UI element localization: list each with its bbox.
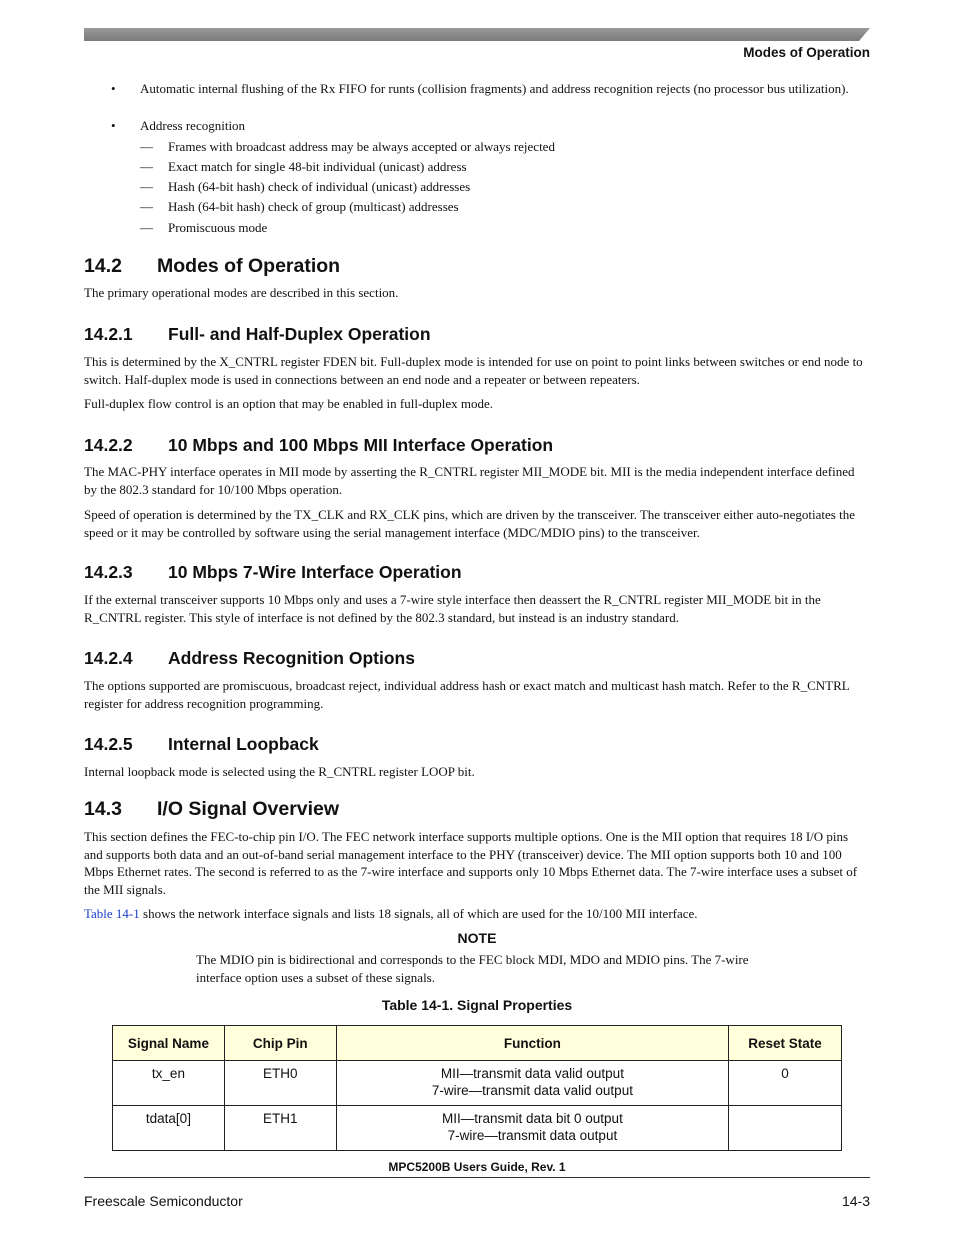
dash-mark: — (140, 199, 153, 214)
dash-mark: — (140, 159, 153, 174)
function-line: MII—transmit data bit 0 output (441, 1111, 623, 1126)
running-head: Modes of Operation (743, 45, 870, 60)
column-header: Reset State (729, 1026, 842, 1061)
function-cell (336, 1061, 728, 1106)
chip-pin-cell: ETH1 (224, 1106, 336, 1151)
sub-bullet-text: Exact match for single 48-bit individual (unicast) address (168, 159, 467, 174)
reset-state-cell: 0 (729, 1061, 842, 1106)
paragraph: The primary operational modes are described in this section. (84, 285, 399, 300)
section-title: Internal Loopback (168, 734, 319, 754)
header-decorative-bar (84, 28, 870, 41)
paragraph: Speed of operation is determined by the TX_CLK and RX_CLK pins, which are driven by the transceiver. The transceiver either auto-negotiates the speed or it may be controlled by software using the serial management interface (MDC/MDIO pins) to the transceiver. (84, 507, 855, 540)
paragraph: Internal loopback mode is selected using the R_CNTRL register LOOP bit. (84, 764, 475, 779)
sub-bullet-text: Promiscuous mode (168, 220, 268, 235)
section-number: 14.2 (84, 255, 122, 277)
signal-name-cell: tx_en (113, 1061, 225, 1106)
table-header-row (113, 1026, 842, 1061)
document-title: MPC5200B Users Guide, Rev. 1 (388, 1160, 566, 1174)
section-number: 14.3 (84, 798, 122, 820)
chip-pin-cell: ETH0 (224, 1061, 336, 1106)
paragraph: If the external transceiver supports 10 Mbps only and uses a 7-wire style interface then deassert the R_CNTRL register MII_MODE bit in the R_CNTRL register. This style of interface is not defined by the 802.3 standard, but instead is an industry standard. (84, 592, 821, 625)
function-cell (336, 1106, 728, 1151)
section-title: 10 Mbps and 100 Mbps MII Interface Operation (168, 435, 554, 455)
paragraph-text: shows the network interface signals and lists 18 signals, all of which are used for the 10/100 MII interface. (139, 906, 698, 921)
table-row (113, 1061, 842, 1106)
company-name: Freescale Semiconductor (84, 1193, 243, 1209)
section-title: Full- and Half-Duplex Operation (168, 324, 431, 344)
page-number: 14-3 (841, 1193, 870, 1209)
paragraph: The MAC-PHY interface operates in MII mode by asserting the R_CNTRL register MII_MODE bit. MII is the media independent interface defined by the 802.3 standard for 10/100 Mbps operation. (84, 464, 855, 497)
reset-state-cell (729, 1106, 842, 1151)
section-number: 14.2.1 (84, 324, 133, 344)
footer-divider (84, 1177, 870, 1178)
paragraph: The options supported are promiscuous, broadcast reject, individual address hash or exact match and multicast hash match. Refer to the R_CNTRL register for address recognition programming. (84, 678, 850, 711)
note-text: The MDIO pin is bidirectional and corresponds to the FEC block MDI, MDO and MDIO pins. The 7-wire interface option uses a subset of these signals. (196, 952, 749, 985)
table-row (113, 1106, 842, 1151)
sub-bullet-text: Hash (64-bit hash) check of individual (unicast) addresses (168, 179, 471, 194)
function-line: MII—transmit data valid output (440, 1066, 624, 1081)
paragraph: This is determined by the X_CNTRL register FDEN bit. Full-duplex mode is intended for use on point to point links between switches or end node to switch. Half-duplex mode is used in connections between an end node and a repeater or between repeaters. (84, 354, 863, 387)
sub-bullet-text: Frames with broadcast address may be always accepted or always rejected (168, 139, 555, 154)
dash-mark: — (140, 139, 153, 154)
column-header: Signal Name (113, 1026, 225, 1061)
section-title: 10 Mbps 7-Wire Interface Operation (168, 562, 462, 582)
sub-bullet-text: Hash (64-bit hash) check of group (multicast) addresses (168, 199, 459, 214)
bullet-text: Address recognition (140, 118, 246, 133)
section-number: 14.2.3 (84, 562, 133, 582)
paragraph (84, 905, 870, 923)
section-title: I/O Signal Overview (157, 798, 340, 820)
signal-name-cell: tdata[0] (113, 1106, 225, 1151)
bullet-mark: • (111, 118, 116, 133)
function-line: 7-wire—transmit data valid output (431, 1083, 633, 1098)
table-cross-reference-link[interactable]: Table 14-1 (84, 906, 140, 921)
section-number: 14.2.4 (84, 648, 133, 668)
section-number: 14.2.5 (84, 734, 133, 754)
function-line: 7-wire—transmit data output (447, 1128, 618, 1143)
paragraph: Full-duplex flow control is an option that may be enabled in full-duplex mode. (84, 396, 494, 411)
signal-properties-table (112, 1025, 842, 1151)
note-heading: NOTE (457, 930, 497, 946)
section-title: Modes of Operation (157, 255, 341, 277)
bullet-mark: • (111, 81, 116, 96)
dash-mark: — (140, 179, 153, 194)
table-caption: Table 14-1. Signal Properties (381, 997, 573, 1013)
section-number: 14.2.2 (84, 435, 133, 455)
section-title: Address Recognition Options (168, 648, 415, 668)
dash-mark: — (140, 220, 153, 235)
bullet-text: Automatic internal flushing of the Rx FIFO for runts (collision fragments) and address recognition rejects (no processor bus utilization). (140, 81, 849, 96)
column-header: Chip Pin (224, 1026, 336, 1061)
paragraph: This section defines the FEC-to-chip pin I/O. The FEC network interface supports multiple options. One is the MII option that requires 18 I/O pins and supports both data and an out-of-band serial management interface to the PHY (transceiver) device. The MII option supports both 10 and 100 Mbps Ethernet rates. The second is referred to as the 7-wire interface and supports only 10 Mbps Ethernet data. The 7-wire interface uses a subset of the MII signals. (84, 829, 858, 897)
column-header: Function (336, 1026, 728, 1061)
